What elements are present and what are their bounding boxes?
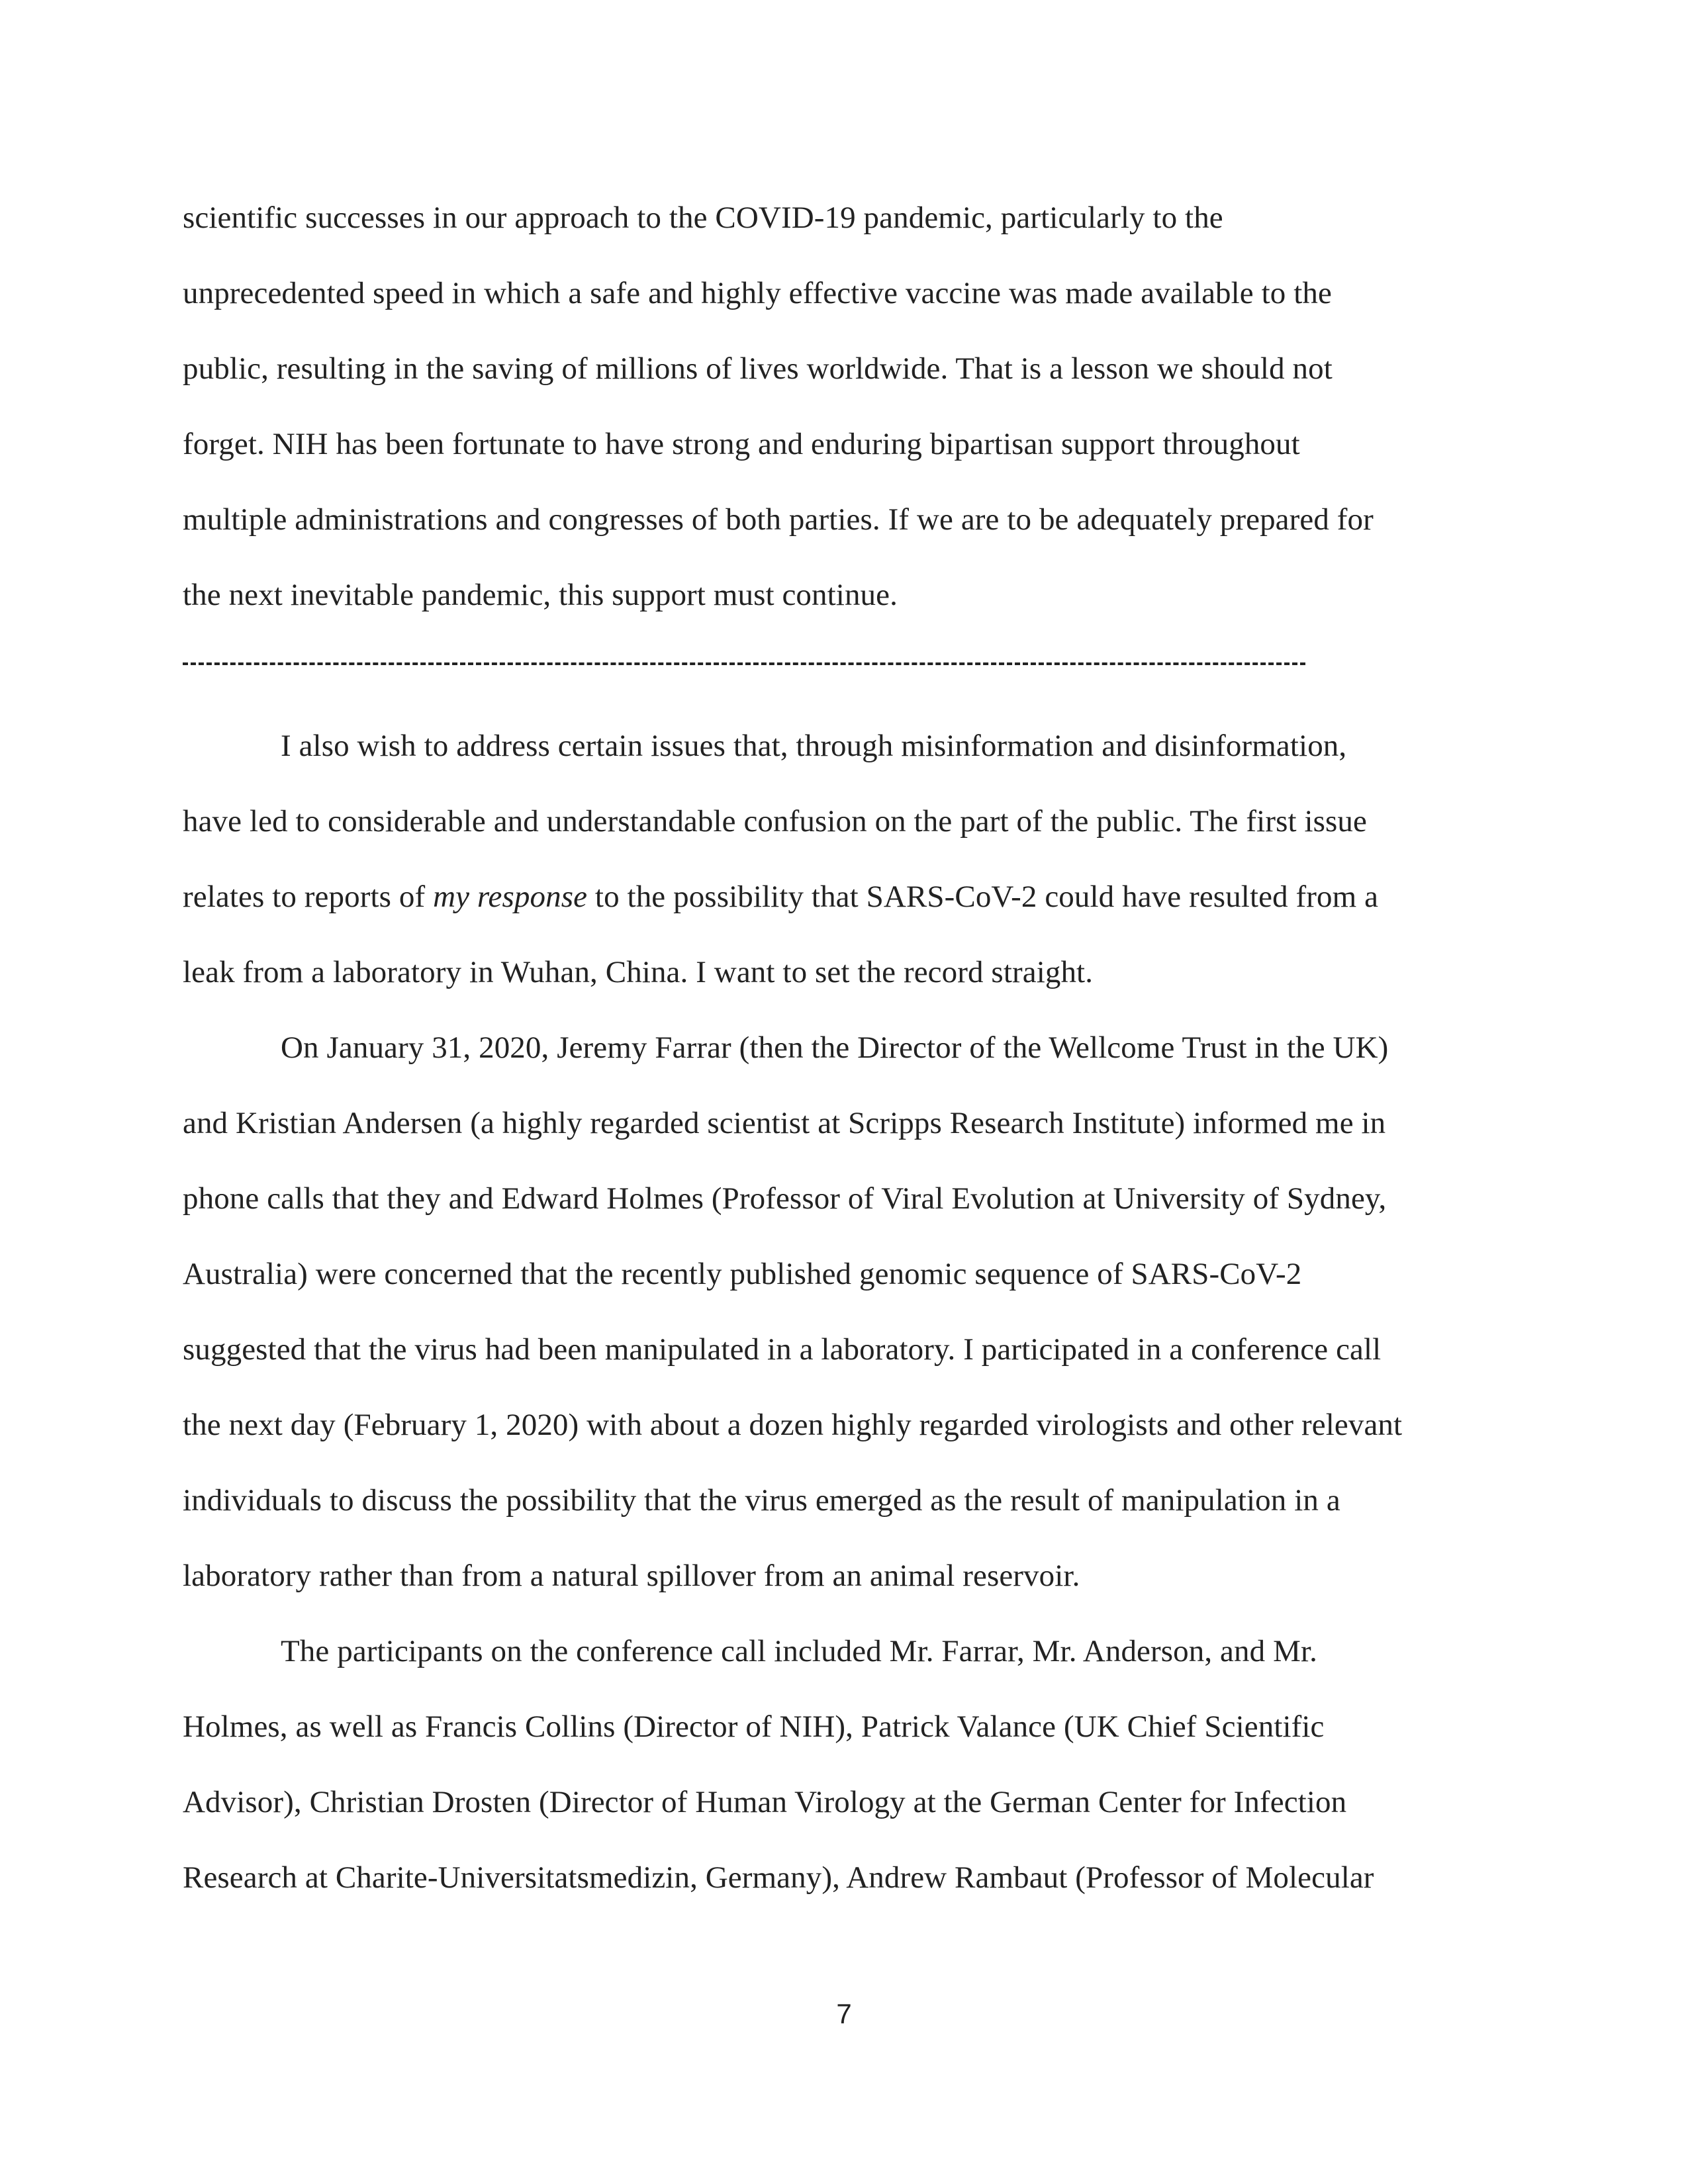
body-text-line: Australia) were concerned that the recently published genomic sequence of SARS-CoV-2 xyxy=(183,1257,1302,1291)
body-text-line: the next inevitable pandemic, this support must continue. xyxy=(183,578,898,612)
body-text-line: have led to considerable and understandable confusion on the part of the public. The first issue xyxy=(183,804,1367,839)
body-text-line: suggested that the virus had been manipulated in a laboratory. I participated in a conference call xyxy=(183,1332,1382,1367)
body-text-line: Advisor), Christian Drosten (Director of Human Virology at the German Center for Infection xyxy=(183,1785,1347,1819)
body-text-line: The participants on the conference call included Mr. Farrar, Mr. Anderson, and Mr. xyxy=(281,1634,1317,1668)
body-text-line: and Kristian Andersen (a highly regarded scientist at Scripps Research Institute) informed me in xyxy=(183,1106,1386,1140)
body-text-line: I also wish to address certain issues that, through misinformation and disinformation, xyxy=(281,729,1347,763)
body-text-line: scientific successes in our approach to the COVID-19 pandemic, particularly to the xyxy=(183,201,1223,235)
body-text-line: Holmes, as well as Francis Collins (Director of NIH), Patrick Valance (UK Chief Scientific xyxy=(183,1709,1325,1744)
body-text-segment: relates to reports of xyxy=(183,880,434,914)
dashed-separator xyxy=(183,662,1305,665)
body-text-line: forget. NIH has been fortunate to have strong and enduring bipartisan support throughout xyxy=(183,427,1300,461)
body-text-line: public, resulting in the saving of millions of lives worldwide. That is a lesson we should not xyxy=(183,351,1333,386)
body-text-line: On January 31, 2020, Jeremy Farrar (then the Director of the Wellcome Trust in the UK) xyxy=(281,1030,1389,1065)
body-text-segment: to the possibility that SARS-CoV-2 could have resulted from a xyxy=(587,880,1379,914)
body-text-line: the next day (February 1, 2020) with about a dozen highly regarded virologists and other relevant xyxy=(183,1408,1403,1442)
italic-emphasis: my response xyxy=(433,880,588,914)
body-text-line: phone calls that they and Edward Holmes (Professor of Viral Evolution at University of Sydney, xyxy=(183,1181,1387,1216)
body-text-line: individuals to discuss the possibility that the virus emerged as the result of manipulation in a xyxy=(183,1483,1340,1518)
page-number: 7 xyxy=(836,1998,852,2029)
body-text-line: laboratory rather than from a natural spillover from an animal reservoir. xyxy=(183,1559,1080,1593)
body-text-line: Research at Charite-Universitatsmedizin, Germany), Andrew Rambaut (Professor of Molecular xyxy=(183,1860,1374,1895)
body-text-line: leak from a laboratory in Wuhan, China. I want to set the record straight. xyxy=(183,955,1094,989)
body-text-line: unprecedented speed in which a safe and highly effective vaccine was made available to the xyxy=(183,276,1332,310)
body-text-line: multiple administrations and congresses of both parties. If we are to be adequately prepared for xyxy=(183,502,1374,537)
body-text-line xyxy=(183,878,1378,915)
